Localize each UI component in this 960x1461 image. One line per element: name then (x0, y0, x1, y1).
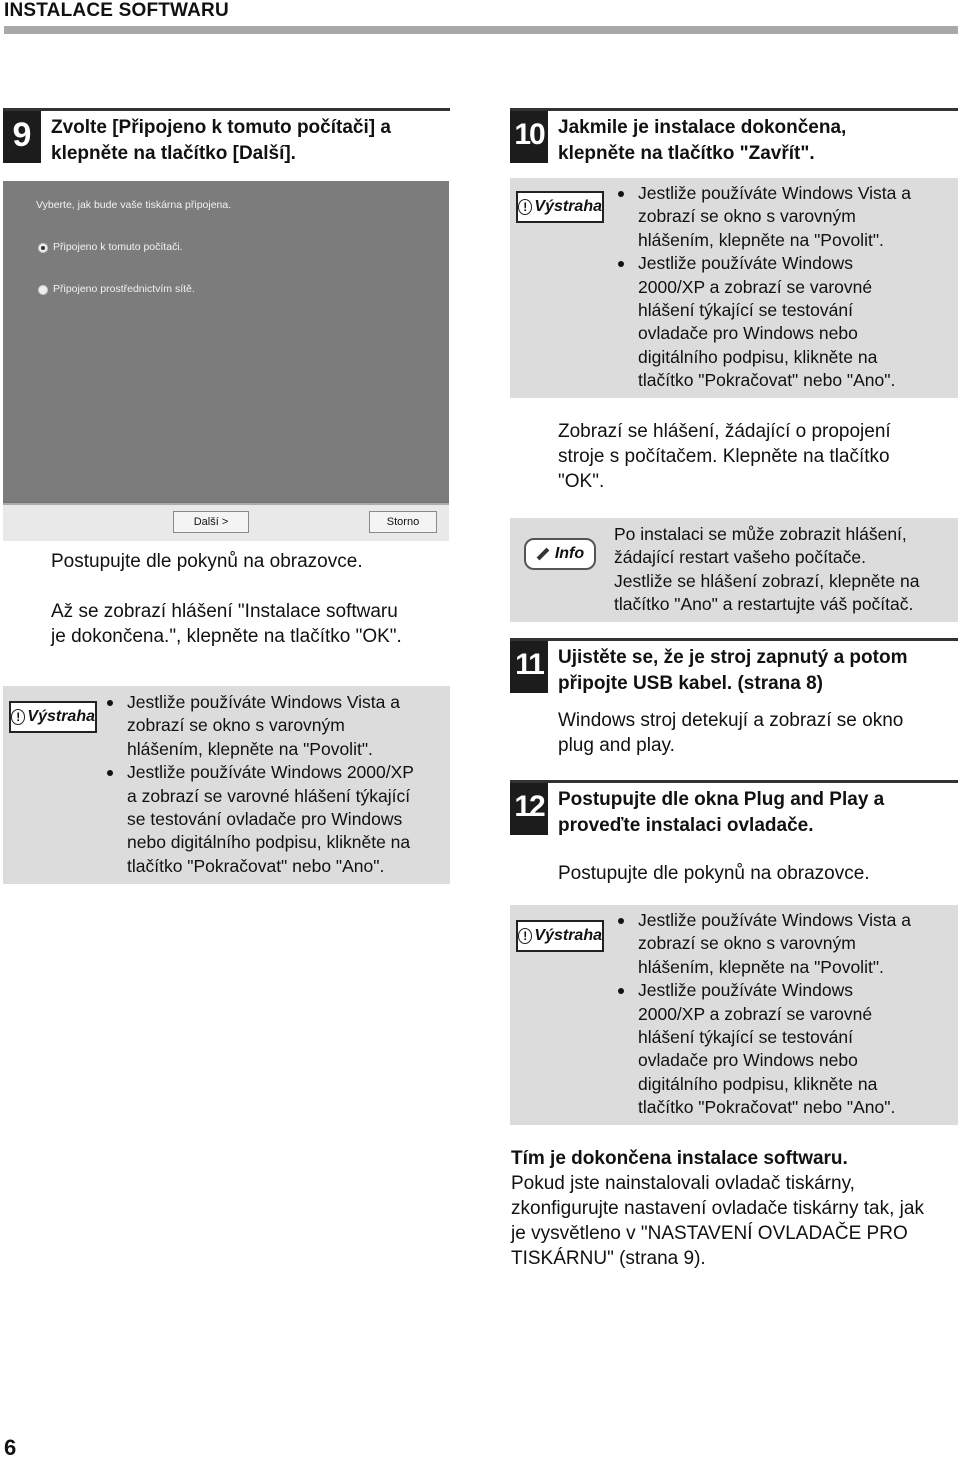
exclamation-icon: ! (518, 199, 532, 215)
warning-line: 2000/XP a zobrazí se varovné (638, 1003, 873, 1024)
step-9-title-line1: Zvolte [Připojeno k tomuto počítači] a (51, 117, 391, 138)
warning-list-right-1 (616, 182, 952, 393)
warning-box-right-1 (510, 178, 958, 398)
final-section (511, 1146, 924, 1271)
step-10-title-line2: klepněte na tlačítko "Zavřít". (558, 143, 815, 164)
warning-line: hlášení týkající se testování (638, 1027, 853, 1048)
step-9-title-line2: klepněte na tlačítko [Další]. (51, 143, 296, 164)
step-12-rule (510, 780, 958, 783)
warning-line: nebo digitálního podpisu, klikněte na (127, 832, 411, 853)
after-step-10-line2: stroje s počítačem. Klepněte na tlačítko (558, 446, 890, 467)
warning-line: zobrazí se okno s varovným (127, 715, 345, 736)
warning-line: digitálního podpisu, klikněte na (638, 1073, 878, 1094)
final-heading: Tím je dokončena instalace softwaru. (511, 1148, 848, 1169)
option-network-connection-label: Připojeno prostřednictvím sítě. (53, 283, 195, 295)
warning-line: tlačítko "Pokračovat" nebo "Ano". (638, 1097, 896, 1118)
warning-box-right-2 (510, 905, 958, 1125)
cancel-button[interactable]: Storno (369, 511, 437, 533)
final-line2: zkonfigurujte nastavení ovladače tiskárny tak, jak (511, 1198, 924, 1219)
step-12-number: 12 (510, 783, 548, 835)
info-line1: Po instalaci se může zobrazit hlášení, (614, 524, 907, 544)
warning-line: hlášení týkající se testování (638, 300, 853, 321)
info-badge (524, 538, 596, 570)
installer-dialog-body (3, 181, 449, 501)
warning-badge-label: Výstraha (534, 198, 602, 215)
left-instruction-2-line2: je dokončena.", klepněte na tlačítko "OK". (51, 626, 402, 647)
connection-prompt: Vyberte, jak bude vaše tiskárna připojena. (36, 199, 232, 211)
final-line1: Pokud jste nainstalovali ovladač tiskárny, (511, 1173, 855, 1194)
step-11-title-line1: Ujistěte se, že je stroj zapnutý a potom (558, 647, 908, 668)
warning-list-right-2 (616, 909, 952, 1120)
step-11-rule (510, 638, 958, 641)
info-line2: žádající restart vašeho počítače. (614, 547, 866, 568)
after-step-11-line1: Windows stroj detekují a zobrazí se okno (558, 710, 904, 731)
warning-line: tlačítko "Pokračovat" nebo "Ano". (127, 855, 385, 876)
step-10-title (558, 115, 846, 167)
warning-line: a zobrazí se varovné hlášení týkající (127, 785, 411, 806)
warning-line: Jestliže používáte Windows (638, 980, 853, 1001)
step-11-title-line2: připojte USB kabel. (strana 8) (558, 673, 824, 694)
warning-item (616, 182, 952, 252)
warning-line: zobrazí se okno s varovným (638, 206, 856, 227)
header-rule (4, 26, 958, 34)
warning-item (616, 979, 952, 1119)
warning-badge-right-2 (516, 920, 604, 952)
step-9-number: 9 (3, 111, 41, 163)
page-header-title: INSTALACE SOFTWARU (4, 0, 229, 21)
warning-line: se testování ovladače pro Windows (127, 809, 403, 830)
step-10-title-line1: Jakmile je instalace dokončena, (558, 117, 847, 138)
step-11-title (558, 645, 907, 697)
final-line4: TISKÁRNU" (strana 9). (511, 1248, 706, 1269)
pencil-icon (536, 548, 549, 561)
info-line4: tlačítko "Ano" a restartujte váš počítač. (614, 594, 914, 615)
after-step-10-line3: "OK". (558, 471, 605, 492)
warning-item (616, 909, 952, 979)
exclamation-icon: ! (518, 928, 532, 944)
warning-line: ovladače pro Windows nebo (638, 1050, 858, 1071)
step-12-title-line2: proveďte instalaci ovladače. (558, 815, 814, 836)
next-button[interactable]: Další > (173, 511, 249, 533)
info-box (510, 518, 958, 622)
warning-line: hlášením, klepněte na "Povolit". (127, 738, 373, 759)
warning-item (105, 691, 445, 761)
info-text (614, 523, 919, 617)
option-local-connection-label: Připojeno k tomuto počítači. (53, 241, 183, 253)
warning-line: Jestliže používáte Windows Vista a (638, 183, 912, 203)
warning-badge-label: Výstraha (27, 708, 95, 725)
final-line3: je vysvětleno v "NASTAVENÍ OVLADAČE PRO (511, 1223, 908, 1244)
step-10-rule (510, 108, 958, 111)
after-step-12-text: Postupujte dle pokynů na obrazovce. (558, 863, 870, 884)
warning-badge-label: Výstraha (534, 927, 602, 944)
warning-line: Jestliže používáte Windows Vista a (638, 910, 912, 930)
info-line3: Jestliže se hlášení zobrazí, klepněte na (614, 570, 920, 591)
step-9-title (51, 115, 391, 167)
radio-local-connection[interactable] (38, 243, 48, 253)
after-step-10-line1: Zobrazí se hlášení, žádající o propojení (558, 421, 891, 442)
after-step-10-text (558, 419, 891, 494)
page-number: 6 (4, 1435, 17, 1460)
warning-badge-left (9, 701, 97, 733)
step-12-title-line1: Postupujte dle okna Plug and Play a (558, 789, 885, 810)
warning-line: ovladače pro Windows nebo (638, 323, 858, 344)
warning-list-left (105, 691, 445, 878)
warning-badge-right-1 (516, 191, 604, 223)
warning-line: Jestliže používáte Windows 2000/XP (127, 762, 414, 783)
left-instruction-2 (51, 599, 402, 649)
after-step-11-text (558, 708, 903, 758)
installer-button-bar (3, 503, 449, 541)
warning-line: digitálního podpisu, klikněte na (638, 346, 878, 367)
radio-network-connection[interactable] (38, 285, 48, 295)
warning-line: Jestliže používáte Windows Vista a (127, 692, 401, 712)
exclamation-icon: ! (11, 709, 25, 725)
left-instruction-1: Postupujte dle pokynů na obrazovce. (51, 551, 363, 572)
warning-box-left (3, 686, 450, 884)
warning-line: 2000/XP a zobrazí se varovné (638, 276, 873, 297)
step-12-title (558, 787, 884, 839)
warning-line: Jestliže používáte Windows (638, 253, 853, 274)
left-instruction-2-line1: Až se zobrazí hlášení "Instalace softwaru (51, 601, 398, 622)
step-11-number: 11 (510, 641, 548, 693)
warning-line: tlačítko "Pokračovat" nebo "Ano". (638, 370, 896, 391)
step-9-rule (3, 108, 450, 111)
warning-item (105, 761, 445, 878)
warning-item (616, 252, 952, 392)
warning-line: zobrazí se okno s varovným (638, 933, 856, 954)
warning-line: hlášením, klepněte na "Povolit". (638, 956, 884, 977)
step-10-number: 10 (510, 111, 548, 163)
after-step-11-line2: plug and play. (558, 735, 675, 756)
installer-screenshot (3, 181, 449, 539)
warning-line: hlášením, klepněte na "Povolit". (638, 229, 884, 250)
info-badge-label: Info (554, 545, 585, 562)
